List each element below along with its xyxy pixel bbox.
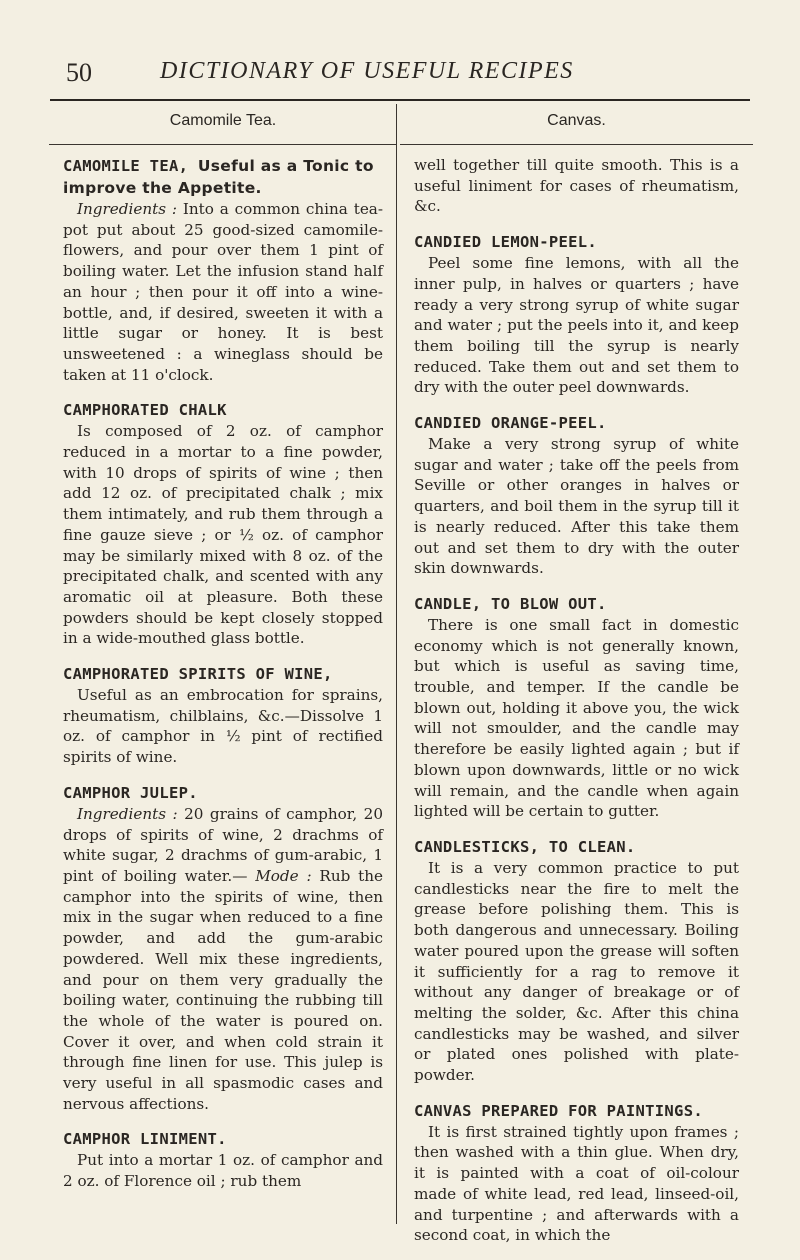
entry-camphor-liniment: [63, 1128, 383, 1191]
entry-continuation: [414, 155, 739, 217]
entry-candlesticks-clean: [414, 836, 739, 1086]
entry-lead-mode: Mode :: [255, 866, 312, 885]
entry-title: CAMPHOR LINIMENT.: [63, 1130, 227, 1149]
entry-camphorated-spirits: [63, 663, 383, 768]
entry-title: CAMPHORATED SPIRITS OF WINE,: [63, 665, 333, 684]
entry-canvas-prepared: [414, 1100, 739, 1246]
entry-text: 20 grains of camphor, 20 drops of spirits of wine, 2 drachms of white sugar, 2 drachms of gum-arabic, 1 pint of boiling water.—: [63, 804, 383, 885]
entry-title: CANDLE, TO BLOW OUT.: [414, 594, 607, 613]
entry-camomile-tea: [63, 155, 383, 385]
left-column: [63, 104, 383, 1206]
entry-title: CANDLESTICKS, TO CLEAN.: [414, 837, 636, 856]
entry-text: Put into a mortar 1 oz. of camphor and 2 oz. of Florence oil ; rub them: [63, 1151, 383, 1191]
entry-camphorated-chalk: [63, 399, 383, 649]
page-number: 50: [66, 58, 92, 87]
entry-text: It is first strained tightly upon frames ; then washed with a thin glue. When dry, it is painted with a coat of oil-colour made of white lead, red lead, linseed-oil, and turpentine ; and afterwards with a second coat, in which the: [414, 1122, 739, 1245]
entry-candied-lemon-peel: [414, 231, 739, 398]
entry-text: Useful as an embrocation for sprains, rheumatism, chilblains, &c.—Dissolve 1 oz. of camphor in ½ pint of rectified spirits of wine.: [63, 686, 383, 767]
left-heading-rule: [49, 144, 397, 145]
entry-title: CAMPHOR JULEP.: [63, 783, 198, 802]
page-header: [50, 58, 750, 94]
entry-title: CANVAS PREPARED FOR PAINTINGS.: [414, 1101, 703, 1120]
entry-text-mode: Rub the camphor into the spirits of wine, then mix in the sugar when reduced to a fine powder, and add the gum-arabic powdered. Well mix these ingredients, and pour on them very gradually the boiling water, continuing the rubbing till the whole of the water is poured on. Cover it over, and when cold strain it through fine linen for use. This julep is very useful in all spasmodic cases and nervous affections.: [63, 866, 384, 1113]
entry-text: well together till quite smooth. This is a useful liniment for cases of rheumatism, &c.: [414, 156, 739, 216]
entry-text: It is a very common practice to put candlesticks near the fire to melt the grease before polishing them. This is both dangerous and unnecessary. Boiling water poured upon the grease will soften it sufficiently for a rag to remove it without any danger of breakage or of melting the solder, &c. After this china candlesticks may be washed, and silver or plated ones polished with plate-powder.: [414, 858, 739, 1085]
right-column-heading: Canvas.: [547, 112, 606, 129]
entry-text: There is one small fact in domestic economy which is not generally known, but which is useful as saving time, trouble, and temper. If the candle be blown out, holding it above you, the wick will not smoulder, and the candle may therefore be easily lighted again ; but if blown upon downwards, little or no wick will remain, and the candle when again lighted will be certain to gutter.: [414, 615, 739, 821]
entry-title: CAMOMILE TEA,: [63, 157, 189, 175]
entry-subtitle: Useful as a Tonic to improve the Appetite.: [63, 157, 374, 197]
running-head: DICTIONARY OF USEFUL RECIPES: [160, 58, 574, 84]
entry-camphor-julep: [63, 782, 383, 1115]
column-divider: [396, 104, 397, 1224]
entry-text: Peel some fine lemons, with all the inner pulp, in halves or quarters ; have ready a very strong syrup of white sugar and water ; put the peels into it, and keep them boiling till the syrup is nearly reduced. Take them out and set them to dry with the outer peel downwards.: [414, 254, 739, 397]
entry-candle-blow-out: [414, 593, 739, 822]
entry-candied-orange-peel: [414, 412, 739, 579]
left-column-heading: Camomile Tea.: [169, 112, 277, 129]
entry-lead: Ingredients :: [77, 200, 177, 218]
right-heading-rule: [400, 144, 753, 145]
entry-title: CANDIED ORANGE-PEEL.: [414, 414, 607, 433]
entry-lead: Ingredients :: [77, 804, 178, 823]
entry-title: CAMPHORATED CHALK: [63, 401, 227, 420]
right-column: [414, 104, 739, 1260]
entry-title: CANDIED LEMON-PEEL.: [414, 233, 598, 252]
entry-text: Make a very strong syrup of white sugar and water ; take off the peels from Seville or other oranges in halves or quarters, and boil them in the syrup till it is nearly reduced. After this take them out and set them to dry with the outer skin downwards.: [414, 435, 739, 578]
entry-text: Is composed of 2 oz. of camphor reduced in a mortar to a fine powder, with 10 drops of spirits of wine ; then add 12 oz. of precipitated chalk ; mix them intimately, and rub them through a fine gauze sieve ; or ½ oz. of camphor may be similarly mixed with 8 oz. of the precipitated chalk, and scented with any aromatic oil at pleasure. Both these powders should be kept closely stopped in a wide-mouthed glass bottle.: [63, 422, 383, 648]
header-rule: [50, 99, 750, 101]
entry-text: Into a common china tea-pot put about 25 good-sized camomile-flowers, and pour over them 1 pint of boiling water. Let the infusion stand half an hour ; then pour it off into a wine-bottle, and, if desired, sweeten it with a little sugar or honey. It is best unsweetened : a wineglass should be taken at 11 o'clock.: [63, 200, 383, 384]
